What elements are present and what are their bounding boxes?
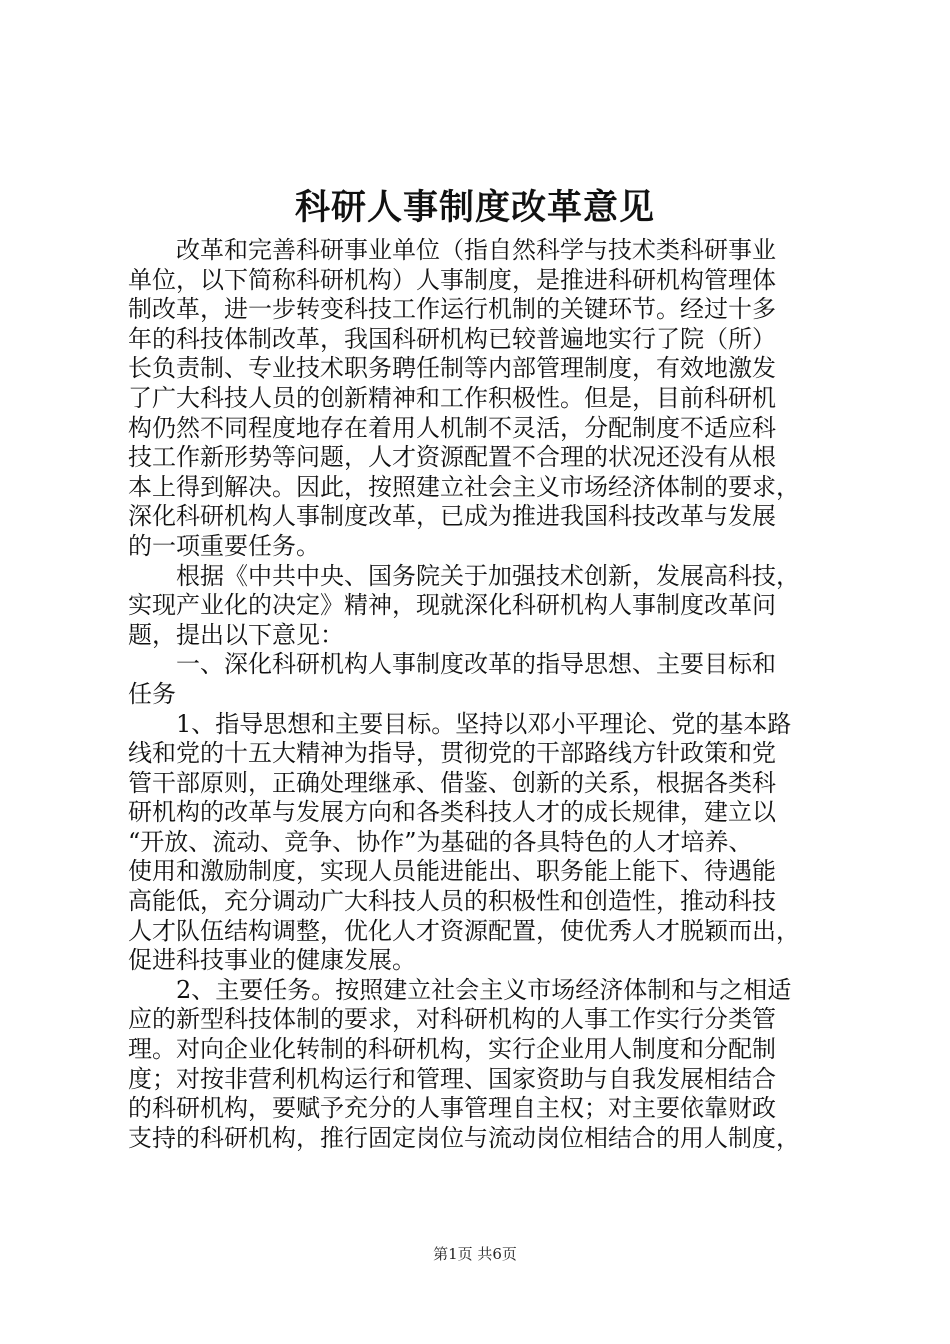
body-line: 研机构的改革与发展方向和各类科技人才的成长规律，建立以 bbox=[128, 798, 776, 827]
body-line: 线和党的十五大精神为指导，贯彻党的干部路线方针政策和党 bbox=[128, 739, 776, 768]
body-line: 题，提出以下意见： bbox=[128, 620, 344, 649]
body-line: 技工作新形势等问题，人才资源配置不合理的状况还没有从根 bbox=[128, 443, 776, 472]
body-line: 改革和完善科研事业单位（指自然科学与技术类科研事业 bbox=[128, 236, 776, 264]
body-line: 1、指导思想和主要目标。坚持以邓小平理论、党的基本路 bbox=[128, 709, 792, 738]
document-title: 科研人事制度改革意见 bbox=[294, 187, 655, 228]
body-line: 了广大科技人员的创新精神和工作积极性。但是，目前科研机 bbox=[128, 383, 776, 412]
document-body bbox=[128, 236, 838, 1153]
body-line: 的一项重要任务。 bbox=[128, 531, 320, 560]
body-line: 人才队伍结构调整，优化人才资源配置，使优秀人才脱颖而出， bbox=[128, 916, 800, 945]
body-line: 长负责制、专业技术职务聘任制等内部管理制度，有效地激发 bbox=[128, 354, 776, 383]
body-line: 根据《中共中央、国务院关于加强技术创新，发展高科技， bbox=[128, 561, 800, 590]
body-line: 使用和激励制度，实现人员能进能出、职务能上能下、待遇能 bbox=[128, 857, 776, 886]
body-line: 理。对向企业化转制的科研机构，实行企业用人制度和分配制 bbox=[128, 1035, 776, 1064]
body-line: 2、主要任务。按照建立社会主义市场经济体制和与之相适 bbox=[128, 975, 792, 1004]
body-line: 高能低，充分调动广大科技人员的积极性和创造性，推动科技 bbox=[128, 887, 776, 916]
body-line: 管干部原则，正确处理继承、借鉴、创新的关系，根据各类科 bbox=[128, 768, 776, 797]
body-line: 支持的科研机构，推行固定岗位与流动岗位相结合的用人制度， bbox=[128, 1123, 800, 1152]
body-line: 年的科技体制改革，我国科研机构已较普遍地实行了院（所） bbox=[128, 324, 776, 353]
body-line: 制改革，进一步转变科技工作运行机制的关键环节。经过十多 bbox=[128, 295, 776, 324]
body-line: 构仍然不同程度地存在着用人机制不灵活，分配制度不适应科 bbox=[128, 413, 776, 442]
body-line: 单位，以下简称科研机构）人事制度，是推进科研机构管理体 bbox=[128, 265, 776, 294]
body-line: 应的新型科技体制的要求，对科研机构的人事工作实行分类管 bbox=[128, 1005, 776, 1034]
page-footer: 第1页 共6页 bbox=[433, 1245, 517, 1263]
body-line: 度；对按非营利机构运行和管理、国家资助与自我发展相结合 bbox=[128, 1064, 776, 1093]
body-line: “开放、流动、竞争、协作”为基础的各具特色的人才培养、 bbox=[128, 827, 753, 856]
body-line: 深化科研机构人事制度改革，已成为推进我国科技改革与发展 bbox=[128, 502, 776, 531]
section-heading-line: 任务 bbox=[128, 679, 176, 708]
section-heading-line: 一、深化科研机构人事制度改革的指导思想、主要目标和 bbox=[128, 650, 776, 679]
body-line: 实现产业化的决定》精神，现就深化科研机构人事制度改革问 bbox=[128, 591, 776, 620]
body-line: 本上得到解决。因此，按照建立社会主义市场经济体制的要求， bbox=[128, 472, 800, 501]
body-line: 的科研机构，要赋予充分的人事管理自主权；对主要依靠财政 bbox=[128, 1094, 776, 1123]
body-line: 促进科技事业的健康发展。 bbox=[128, 946, 416, 975]
